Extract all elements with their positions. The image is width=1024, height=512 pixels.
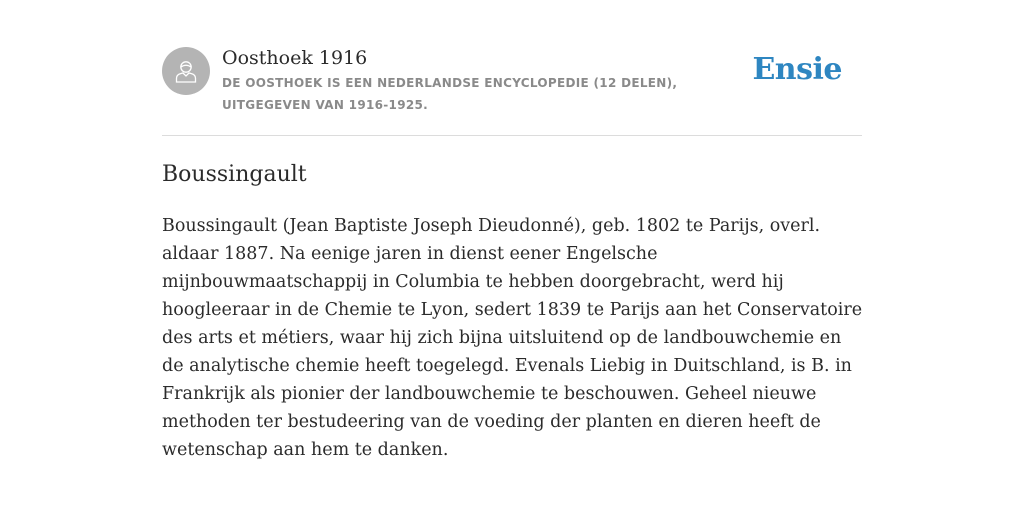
source-title[interactable]: Oosthoek 1916 [222,47,368,69]
entry-body: Boussingault (Jean Baptiste Joseph Dieudonné), geb. 1802 te Parijs, overl. aldaar 1887. Na eenige jaren in dienst eener Engelsche mijnbouwmaatschappij in Columbia te hebben doorgebracht, werd hij hoogleeraar in de Chemie te Lyon, sedert 1839 te Parijs aan het Conservatoire des arts et métiers, waar hij zich bijna uitsluitend op de landbouwchemie en de analytische chemie heeft toegelegd. Evenals Liebig in Duitschland, is B. in Frankrijk als pionier der landbouwchemie te beschouwen. Geheel nieuwe methoden ter bestudeering van de voeding der planten en dieren heeft de wetenschap aan hem te danken. [162,216,863,460]
source-description: DE OOSTHOEK IS EEN NEDERLANDSE ENCYCLOPEDIE (12 DELEN), UITGEGEVEN VAN 1916-1925. [222,76,678,112]
ensie-logo[interactable]: Ensie [752,52,842,87]
source-avatar[interactable] [162,47,210,95]
entry-title: Boussingault [162,162,307,187]
source-header [162,46,862,116]
header-divider [162,135,862,136]
user-icon [172,57,200,85]
